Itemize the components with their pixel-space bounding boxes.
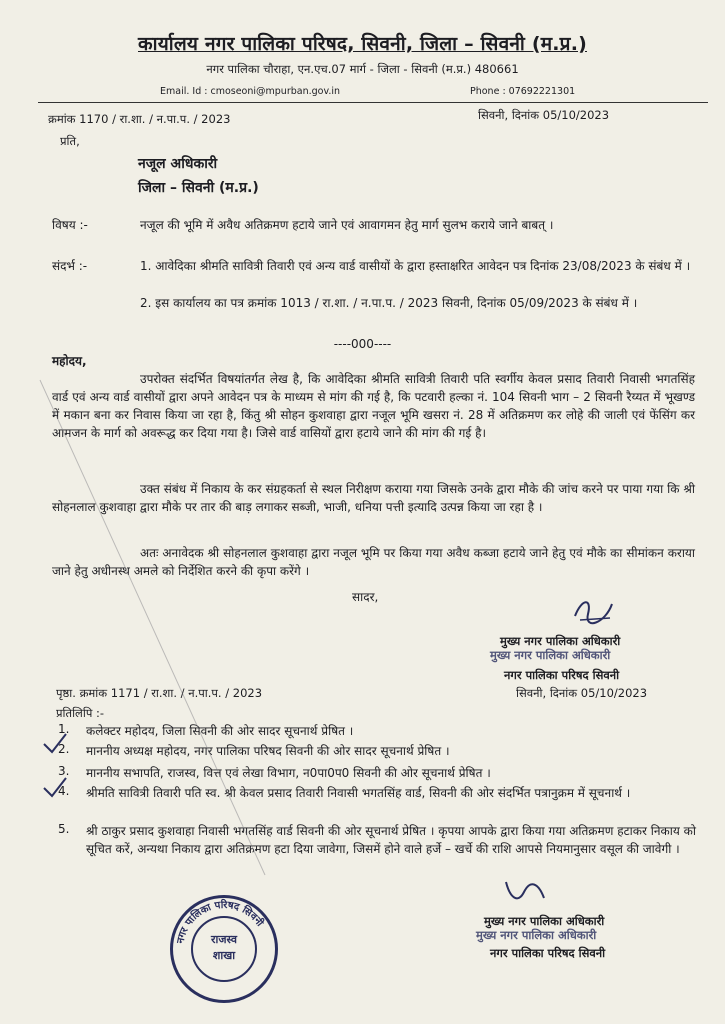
office-phone: Phone : 07692221301: [470, 86, 576, 97]
endorsement-ref-no: पृष्ठा. क्रमांक 1171 / रा.शा. / न.पा.प. / 2023: [56, 686, 263, 700]
office-email: Email. Id : cmoseoni@mpurban.gov.in: [160, 86, 341, 97]
endorsement-date: सिवनी, दिनांक 05/10/2023: [516, 686, 648, 700]
signature-mark-2: [500, 878, 550, 908]
subject-text: नजूल की भूमि में अवैध अतिक्रमण हटाये जाने एवं आवागमन हेतु मार्ग सुलभ कराये जाने बाबत् ।: [140, 218, 554, 232]
signatory-stamp-line: मुख्य नगर पालिका अधिकारी: [490, 648, 611, 662]
paragraph-1: उपरोक्त संदर्भित विषयांतर्गत लेख है, कि आवेदिका श्रीमति सावित्री तिवारी पति स्वर्गीय केवल प्रसाद तिवारी निवासी भगतसिंह वार्ड एवं अन्य वार्ड वासीयों द्वारा अपने आवेदन पत्र के माध्यम से मांग की गई है, कि पटवारी हल्का नं. 104 सिवनी भाग – 2 सिवनी रैय्यत में भूखण्ड में मकान बना कर निवास किया जा रहा है, किंतु श्री सोहन कुशवाहा द्वारा नजूल भूमि खसरा नं. 28 में अतिक्रमण कर लोहे की जाली एवं फेंसिंग कर आमजन के मार्ग को अवरूद्ध कर दिया गया है। जिसे वार्ड वासियों द्वारा हटाये जाने की मांग की गई है।: [52, 372, 695, 440]
copy-item-4: श्रीमति सावित्री तिवारी पति स्व. श्री केवल प्रसाद तिवारी निवासी भगतसिंह वार्ड, सिवनी की ओर संदर्भित पत्रानुक्रम में सूचनार्थ ।: [86, 786, 631, 800]
reference-2: 2. इस कार्यालय का पत्र क्रमांक 1013 / रा.शा. / न.पा.प. / 2023 सिवनी, दिनांक 05/09/2023 के संबंध में ।: [140, 296, 638, 310]
addressee-line2: जिला – सिवनी (म.प्र.): [138, 180, 259, 196]
letter-date: सिवनी, दिनांक 05/10/2023: [478, 108, 610, 122]
copy-item-3: माननीय सभापति, राजस्व, वित्त एवं लेखा विभाग, न0पा0प0 सिवनी की ओर सूचनार्थ प्रेषित ।: [86, 766, 491, 780]
copy-label: प्रतिलिपि :-: [56, 706, 105, 720]
revenue-section-stamp: [170, 895, 278, 1003]
copy-item-1-num: 1.: [58, 722, 70, 736]
signature-mark: [570, 596, 620, 626]
stamp-center: [191, 916, 257, 982]
reference-label: संदर्भ :-: [52, 259, 88, 273]
prati-label: प्रति,: [60, 134, 80, 148]
copy-item-2: माननीय अध्यक्ष महोदय, नगर पालिका परिषद सिवनी की ओर सादर सूचनार्थ प्रेषित ।: [86, 744, 450, 758]
copy-item-3-num: 3.: [58, 764, 70, 778]
margin-tick-marks: [40, 730, 70, 800]
paragraph-2: उक्त संबंध में निकाय के कर संग्रहकर्ता से स्थल निरीक्षण कराया गया जिसके उनके द्वारा मौके की जांच करने पर पाया गया कि श्री सोहनलाल कुशवाहा द्वारा मौके पर तार की बाड़ लगाकर सब्जी, भाजी, धनिया पत्ती इत्यादि उत्पन्न किया जा रहा है ।: [52, 482, 695, 514]
copy-item-2-num: 2.: [58, 742, 70, 756]
signatory-office: नगर पालिका परिषद सिवनी: [504, 668, 620, 682]
copy-item-5-num: 5.: [58, 822, 70, 836]
signatory-designation: मुख्य नगर पालिका अधिकारी: [500, 634, 621, 648]
office-address: नगर पालिका चौराहा, एन.एच.07 मार्ग - जिला - सिवनी (म.प्र.) 480661: [206, 62, 519, 76]
endorsement-signatory-office: नगर पालिका परिषद सिवनी: [490, 946, 606, 960]
stamp-center-line1: राजस्व: [211, 933, 237, 946]
salutation: महोदय,: [52, 354, 87, 368]
endorsement-signatory-stamp-line: मुख्य नगर पालिका अधिकारी: [476, 928, 597, 942]
subject-label: विषय :-: [52, 218, 88, 232]
copy-item-5: श्री ठाकुर प्रसाद कुशवाहा निवासी भगतसिंह वार्ड सिवनी की ओर सूचनार्थ प्रेषित । कृपया आपके द्वारा किया गया अतिक्रमण हटाकर निकाय को सूचित करें, अन्यथा निकाय द्वारा अतिक्रमण हटा दिया जावेगा, जिसमें होने वाले हर्जे – खर्चे की राशि आपसे नियमानुसार वसूल की जावेगी ।: [86, 824, 696, 856]
addressee-line1: नजूल अधिकारी: [138, 156, 218, 172]
header-divider: [38, 102, 708, 103]
reference-1: 1. आवेदिका श्रीमति सावित्री तिवारी एवं अन्य वार्ड वासीयों के द्वारा हस्ताक्षरित आवेदन पत्र दिनांक 23/08/2023 के संबंध में ।: [140, 259, 691, 273]
separator: ----000----: [333, 337, 392, 351]
closing: सादर,: [352, 590, 379, 604]
copy-item-4-num: 4.: [58, 784, 70, 798]
svg-text:नगर पालिका परिषद सिवनी: नगर पालिका परिषद सिवनी: [175, 899, 266, 945]
office-title: कार्यालय नगर पालिका परिषद, सिवनी, जिला – सिवनी (म.प्र.): [138, 33, 587, 55]
copy-item-1: कलेक्टर महोदय, जिला सिवनी की ओर सादर सूचनार्थ प्रेषित ।: [86, 724, 354, 738]
endorsement-signatory-designation: मुख्य नगर पालिका अधिकारी: [484, 914, 605, 928]
stamp-center-line2: शाखा: [212, 949, 236, 962]
paragraph-3: अतः अनावेदक श्री सोहनलाल कुशवाहा द्वारा नजूल भूमि पर किया गया अवैध कब्जा हटाये जाने हेतु एवं मौके का सीमांकन कराया जाने हेतु अधीनस्थ अमले को निर्देशित करने की कृपा करेंगे ।: [52, 546, 695, 578]
letter-ref-no: क्रमांक 1170 / रा.शा. / न.पा.प. / 2023: [48, 112, 231, 126]
